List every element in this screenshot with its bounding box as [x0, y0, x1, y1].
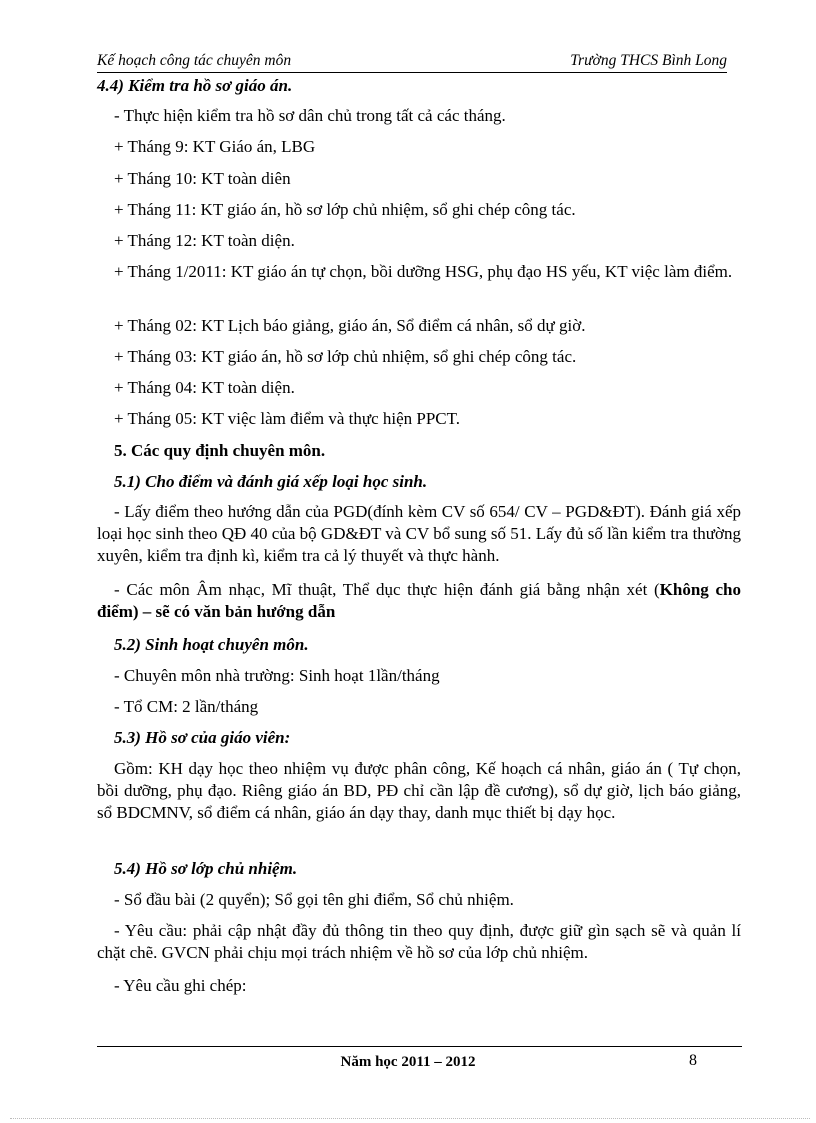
heading-5-4: 5.4) Hồ sơ lớp chủ nhiệm. [114, 859, 298, 878]
header-left: Kế hoạch công tác chuyên môn [97, 52, 292, 69]
paragraph: - Lấy điểm theo hướng dẫn của PGD(đính kèm CV số 654/ CV – PGD&ĐT). Đánh giá xếp loại học sinh theo QĐ 40 của bộ GD&ĐT và CV bổ sung số 51. Lấy đủ số lần kiểm tra thường xuyên, kiểm tra định kì, kiểm tra cả lý thuyết và thực hành. [97, 502, 741, 565]
list-item: + Tháng 11: KT giáo án, hồ sơ lớp chủ nhiệm, sổ ghi chép công tác. [114, 200, 576, 219]
header-right: Trường THCS Bình Long [570, 52, 727, 69]
paragraph: - Thực hiện kiểm tra hồ sơ dân chủ trong tất cả các tháng. [114, 106, 506, 125]
page-edge-divider [10, 1118, 810, 1119]
heading-5-2: 5.2) Sinh hoạt chuyên môn. [114, 635, 309, 654]
paragraph: - Yêu cầu: phải cập nhật đầy đủ thông tin theo quy định, được giữ gìn sạch sẽ và quản lí chặt chẽ. GVCN phải chịu mọi trách nhiệm về hồ sơ của lớp chủ nhiệm. [97, 921, 741, 962]
list-item: + Tháng 9: KT Giáo án, LBG [114, 137, 316, 156]
heading-5-3: 5.3) Hồ sơ của giáo viên: [114, 728, 291, 747]
paragraph [97, 579, 741, 623]
paragraph: - Tổ CM: 2 lần/tháng [114, 697, 259, 716]
list-item: + Tháng 03: KT giáo án, hồ sơ lớp chủ nhiệm, sổ ghi chép công tác. [114, 347, 577, 366]
list-item: + Tháng 05: KT việc làm điểm và thực hiện PPCT. [114, 409, 461, 428]
list-item: + Tháng 10: KT toàn diên [114, 169, 291, 188]
footer-school-year: Năm học 2011 – 2012 [340, 1054, 476, 1070]
paragraph-text: - Các môn Âm nhạc, Mĩ thuật, Thể dục thực hiện đánh giá bằng nhận xét ( [114, 580, 660, 599]
footer-rule [97, 1046, 742, 1047]
heading-4-4: 4.4) Kiểm tra hồ sơ giáo án. [97, 76, 293, 95]
paragraph: - Chuyên môn nhà trường: Sinh hoạt 1lần/tháng [114, 666, 440, 685]
paragraph: - Sổ đầu bài (2 quyển); Sổ gọi tên ghi điểm, Sổ chủ nhiệm. [114, 890, 514, 909]
list-item: + Tháng 04: KT toàn diện. [114, 378, 295, 397]
paragraph: Gồm: KH dạy học theo nhiệm vụ được phân công, Kế hoạch cá nhân, giáo án ( Tự chọn, bồi dưỡng, phụ đạo. Riêng giáo án BD, PĐ chỉ cần lập đề cương), sổ dự giờ, lịch báo giảng, sổ BDCMNV, sổ điểm cá nhân, giáo án dạy thay, danh mục thiết bị dạy học. [97, 759, 741, 822]
list-item: + Tháng 12: KT toàn diện. [114, 231, 295, 250]
list-item: + Tháng 02: KT Lịch báo giảng, giáo án, Sổ điểm cá nhân, sổ dự giờ. [114, 316, 586, 335]
paragraph: - Yêu cầu ghi chép: [114, 976, 247, 995]
page-number: 8 [689, 1052, 697, 1069]
page-header [97, 52, 727, 73]
paragraph-bold-text: Không cho điểm) – sẽ có văn bản hướng dẫn [97, 580, 741, 621]
list-item: + Tháng 1/2011: KT giáo án tự chọn, bồi dưỡng HSG, phụ đạo HS yếu, KT việc làm điểm. [114, 262, 733, 281]
heading-5-1: 5.1) Cho điểm và đánh giá xếp loại học sinh. [114, 472, 428, 491]
heading-5: 5. Các quy định chuyên môn. [114, 441, 326, 460]
